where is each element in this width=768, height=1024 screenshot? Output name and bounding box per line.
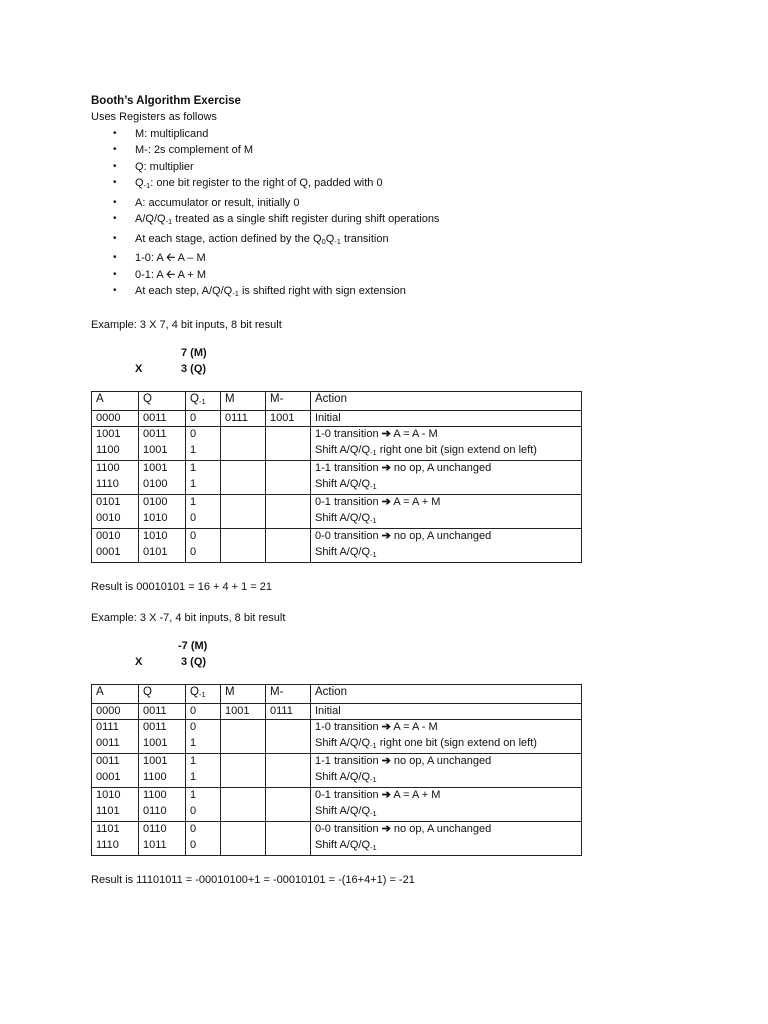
table-cell: 0111 <box>92 720 139 736</box>
table-cell: 1001 <box>139 443 186 461</box>
table-cell: 0011 <box>139 410 186 427</box>
table-cell: 0001 <box>92 545 139 563</box>
bullet-icon: • <box>113 252 117 263</box>
table-cell: 0 <box>186 410 221 427</box>
table-cell: 1001 <box>266 410 311 427</box>
column-header: Q <box>139 392 186 411</box>
table-cell <box>266 529 311 545</box>
table-cell: 0-0 transition ➔ no op, A unchanged <box>311 822 582 838</box>
bullet-icon: • <box>113 144 117 155</box>
bullet-icon: • <box>113 213 117 224</box>
table-cell: 0101 <box>92 495 139 511</box>
table-cell: 1 <box>186 754 221 770</box>
table-cell: 0001 <box>92 770 139 788</box>
register-list <box>91 126 691 303</box>
table-cell: 0 <box>186 545 221 563</box>
table-cell <box>221 427 266 443</box>
document-page <box>91 93 691 889</box>
table-cell <box>266 754 311 770</box>
table-cell: 1 <box>186 443 221 461</box>
table-cell: 1 <box>186 788 221 804</box>
arrow-right-icon: ➔ <box>381 721 391 733</box>
table-cell: 0 <box>186 720 221 736</box>
table-cell: 0 <box>186 822 221 838</box>
table-cell: 0 <box>186 703 221 720</box>
bullet-icon: • <box>113 232 117 244</box>
table-cell: 0-0 transition ➔ no op, A unchanged <box>311 529 582 545</box>
table-cell: Shift $A/Q/Q_{-1}$ right one bit (sign extend on left) <box>311 443 582 461</box>
table-cell: 0 <box>186 511 221 529</box>
table-cell <box>266 788 311 804</box>
table-cell: 0011 <box>92 754 139 770</box>
column-header: Action <box>311 392 582 411</box>
table-cell <box>266 545 311 563</box>
table-cell: 0-1 transition ➔ A = A + M <box>311 495 582 511</box>
table-cell: 1001 <box>92 427 139 443</box>
register-list-item: • $A/Q/Q_{-1}$ treated as a single shift register during shift operations <box>113 213 440 226</box>
register-list-item: • 1-0: A 🡠 A – M <box>91 250 691 267</box>
table-cell <box>221 495 266 511</box>
table-cell: 0110 <box>139 804 186 822</box>
table-cell <box>221 477 266 495</box>
table-cell <box>266 770 311 788</box>
table-cell: 0000 <box>92 703 139 720</box>
table-cell: Shift $A/Q/Q_{-1}$ <box>311 511 582 529</box>
table-cell: 1100 <box>139 788 186 804</box>
table-row <box>92 822 582 838</box>
table-cell <box>221 545 266 563</box>
table-cell <box>221 720 266 736</box>
table-cell <box>266 461 311 477</box>
example2-multiplier: 3 (Q) <box>181 656 207 668</box>
table-row <box>92 495 582 511</box>
table-cell: 1110 <box>92 838 139 856</box>
example1-result: Result is 00010101 = 16 + 4 + 1 = 21 <box>91 581 273 593</box>
table-cell: 0101 <box>139 545 186 563</box>
table-header-row <box>92 685 582 704</box>
table-cell: 1 <box>186 495 221 511</box>
table-cell: 1100 <box>139 770 186 788</box>
arrow-right-icon: ➔ <box>381 496 391 508</box>
table-cell: 0 <box>186 804 221 822</box>
table-cell: Shift $A/Q/Q_{-1}$ right one bit (sign extend on left) <box>311 736 582 754</box>
table-cell <box>221 770 266 788</box>
table-cell: 0 <box>186 838 221 856</box>
table-cell: 1-0 transition ➔ A = A - M <box>311 720 582 736</box>
bullet-icon: • <box>113 160 117 172</box>
column-header: $Q_{-1}$ <box>186 392 221 411</box>
table-cell <box>266 511 311 529</box>
arrow-right-icon: ➔ <box>381 428 391 440</box>
table-row <box>92 720 582 736</box>
register-list-item: • M-: 2s complement of M <box>91 142 691 159</box>
table-row <box>92 788 582 804</box>
example1-heading: Example: 3 X 7, 4 bit inputs, 8 bit result <box>91 318 282 331</box>
table-cell: Initial <box>311 410 582 427</box>
table-row <box>92 477 582 495</box>
table-cell: 0111 <box>221 410 266 427</box>
column-header: M- <box>266 392 311 411</box>
bullet-icon: • <box>113 285 117 296</box>
table-row <box>92 736 582 754</box>
table-cell: 0110 <box>139 822 186 838</box>
example1-times-sign: X <box>135 363 143 375</box>
bullet-icon: • <box>113 196 117 208</box>
example1-multiplication <box>91 345 691 379</box>
table-cell <box>266 838 311 856</box>
table-cell: 0010 <box>92 511 139 529</box>
register-list-item: • At each stage, action defined by the $Q_0Q_{-1}$ transition <box>113 232 389 246</box>
table-cell <box>221 754 266 770</box>
table-cell: 1101 <box>92 804 139 822</box>
table-cell: 0 <box>186 427 221 443</box>
table-cell <box>221 822 266 838</box>
arrow-right-icon: ➔ <box>381 823 391 835</box>
table-cell: Shift $A/Q/Q_{-1}$ <box>311 770 582 788</box>
table-cell: 0011 <box>139 427 186 443</box>
table-cell: 1100 <box>92 461 139 477</box>
column-header: Q <box>139 685 186 704</box>
column-header: $Q_{-1}$ <box>186 685 221 704</box>
table-cell <box>221 788 266 804</box>
register-list-item: • At each step, $A/Q/Q_{-1}$ is shifted right with sign extension <box>113 285 406 298</box>
arrow-right-icon: ➔ <box>381 530 391 542</box>
table-cell: 1010 <box>92 788 139 804</box>
table-cell: 1-1 transition ➔ no op, A unchanged <box>311 461 582 477</box>
table-cell <box>266 477 311 495</box>
column-header: M- <box>266 685 311 704</box>
register-list-item: • $Q_{-1}$: one bit register to the right of Q, padded with 0 <box>113 177 383 190</box>
table-cell: Shift $A/Q/Q_{-1}$ <box>311 838 582 856</box>
example1-multiplier: 3 (Q) <box>181 363 207 375</box>
example1-table <box>91 391 582 563</box>
bullet-icon: • <box>113 177 117 188</box>
table-cell: 1010 <box>139 511 186 529</box>
table-row <box>92 410 582 427</box>
table-cell: 0111 <box>266 703 311 720</box>
table-cell: 0000 <box>92 410 139 427</box>
table-cell: 1100 <box>92 443 139 461</box>
register-list-item: • Q: multiplier <box>91 159 691 176</box>
table-cell <box>266 427 311 443</box>
table-cell <box>266 720 311 736</box>
intro-text: Uses Registers as follows <box>91 111 217 123</box>
example2-heading: Example: 3 X -7, 4 bit inputs, 8 bit result <box>91 611 286 624</box>
table-cell <box>266 822 311 838</box>
example1-multiplicand: 7 (M) <box>181 347 207 359</box>
arrow-left-icon: 🡠 <box>166 268 176 281</box>
table-cell: 1011 <box>139 838 186 856</box>
table-cell: 1010 <box>139 529 186 545</box>
table-cell: 0-1 transition ➔ A = A + M <box>311 788 582 804</box>
table-row <box>92 838 582 856</box>
table-cell <box>266 495 311 511</box>
table-cell: 0100 <box>139 477 186 495</box>
column-header: Action <box>311 685 582 704</box>
arrow-left-icon: 🡠 <box>166 252 176 264</box>
table-cell: Shift $A/Q/Q_{-1}$ <box>311 477 582 495</box>
column-header: M <box>221 685 266 704</box>
table-row <box>92 427 582 443</box>
table-header-row <box>92 392 582 411</box>
example2-times-sign: X <box>135 656 143 668</box>
table-cell <box>266 443 311 461</box>
column-header: M <box>221 392 266 411</box>
table-row <box>92 461 582 477</box>
table-cell: Shift $A/Q/Q_{-1}$ <box>311 545 582 563</box>
bullet-icon: • <box>113 268 117 280</box>
table-cell <box>221 511 266 529</box>
document-title: Booth’s Algorithm Exercise <box>91 95 241 107</box>
table-cell: 1 <box>186 736 221 754</box>
register-list-item: • A: accumulator or result, initially 0 <box>91 195 691 212</box>
table-cell: Initial <box>311 703 582 720</box>
table-row <box>92 804 582 822</box>
table-cell: 1001 <box>139 736 186 754</box>
table-cell: 1 <box>186 461 221 477</box>
table-cell <box>221 443 266 461</box>
table-row <box>92 511 582 529</box>
table-cell: 1-0 transition ➔ A = A - M <box>311 427 582 443</box>
table-cell <box>221 529 266 545</box>
table-row <box>92 545 582 563</box>
table-cell: 0010 <box>92 529 139 545</box>
table-cell: Shift $A/Q/Q_{-1}$ <box>311 804 582 822</box>
table-row <box>92 443 582 461</box>
table-cell: 1 <box>186 770 221 788</box>
register-list-item: • 0-1: A 🡠 A + M <box>91 267 691 284</box>
table-cell: 1-1 transition ➔ no op, A unchanged <box>311 754 582 770</box>
bullet-icon: • <box>113 127 117 139</box>
table-cell <box>266 804 311 822</box>
table-cell: 1001 <box>221 703 266 720</box>
table-cell: 1101 <box>92 822 139 838</box>
table-cell <box>221 804 266 822</box>
table-row <box>92 703 582 720</box>
column-header: A <box>92 392 139 411</box>
table-cell <box>221 838 266 856</box>
table-row <box>92 770 582 788</box>
example2-result: Result is 11101011 = -00010100+1 = -00010101 = -(16+4+1) = -21 <box>91 874 415 886</box>
table-cell <box>221 461 266 477</box>
table-cell: 0 <box>186 529 221 545</box>
table-cell: 0011 <box>92 736 139 754</box>
table-cell: 1001 <box>139 754 186 770</box>
table-cell: 1 <box>186 477 221 495</box>
table-cell: 0011 <box>139 720 186 736</box>
example2-table <box>91 684 582 856</box>
arrow-right-icon: ➔ <box>381 789 391 801</box>
table-row <box>92 529 582 545</box>
arrow-right-icon: ➔ <box>381 462 391 474</box>
column-header: A <box>92 685 139 704</box>
register-list-item: • M: multiplicand <box>91 126 691 143</box>
table-cell <box>221 736 266 754</box>
table-cell <box>266 736 311 754</box>
table-cell: 1001 <box>139 461 186 477</box>
table-cell: 0100 <box>139 495 186 511</box>
arrow-right-icon: ➔ <box>381 755 391 767</box>
example2-multiplicand: -7 (M) <box>178 640 208 652</box>
table-row <box>92 754 582 770</box>
example2-multiplication <box>91 638 691 672</box>
table-cell: 0011 <box>139 703 186 720</box>
table-cell: 1110 <box>92 477 139 495</box>
